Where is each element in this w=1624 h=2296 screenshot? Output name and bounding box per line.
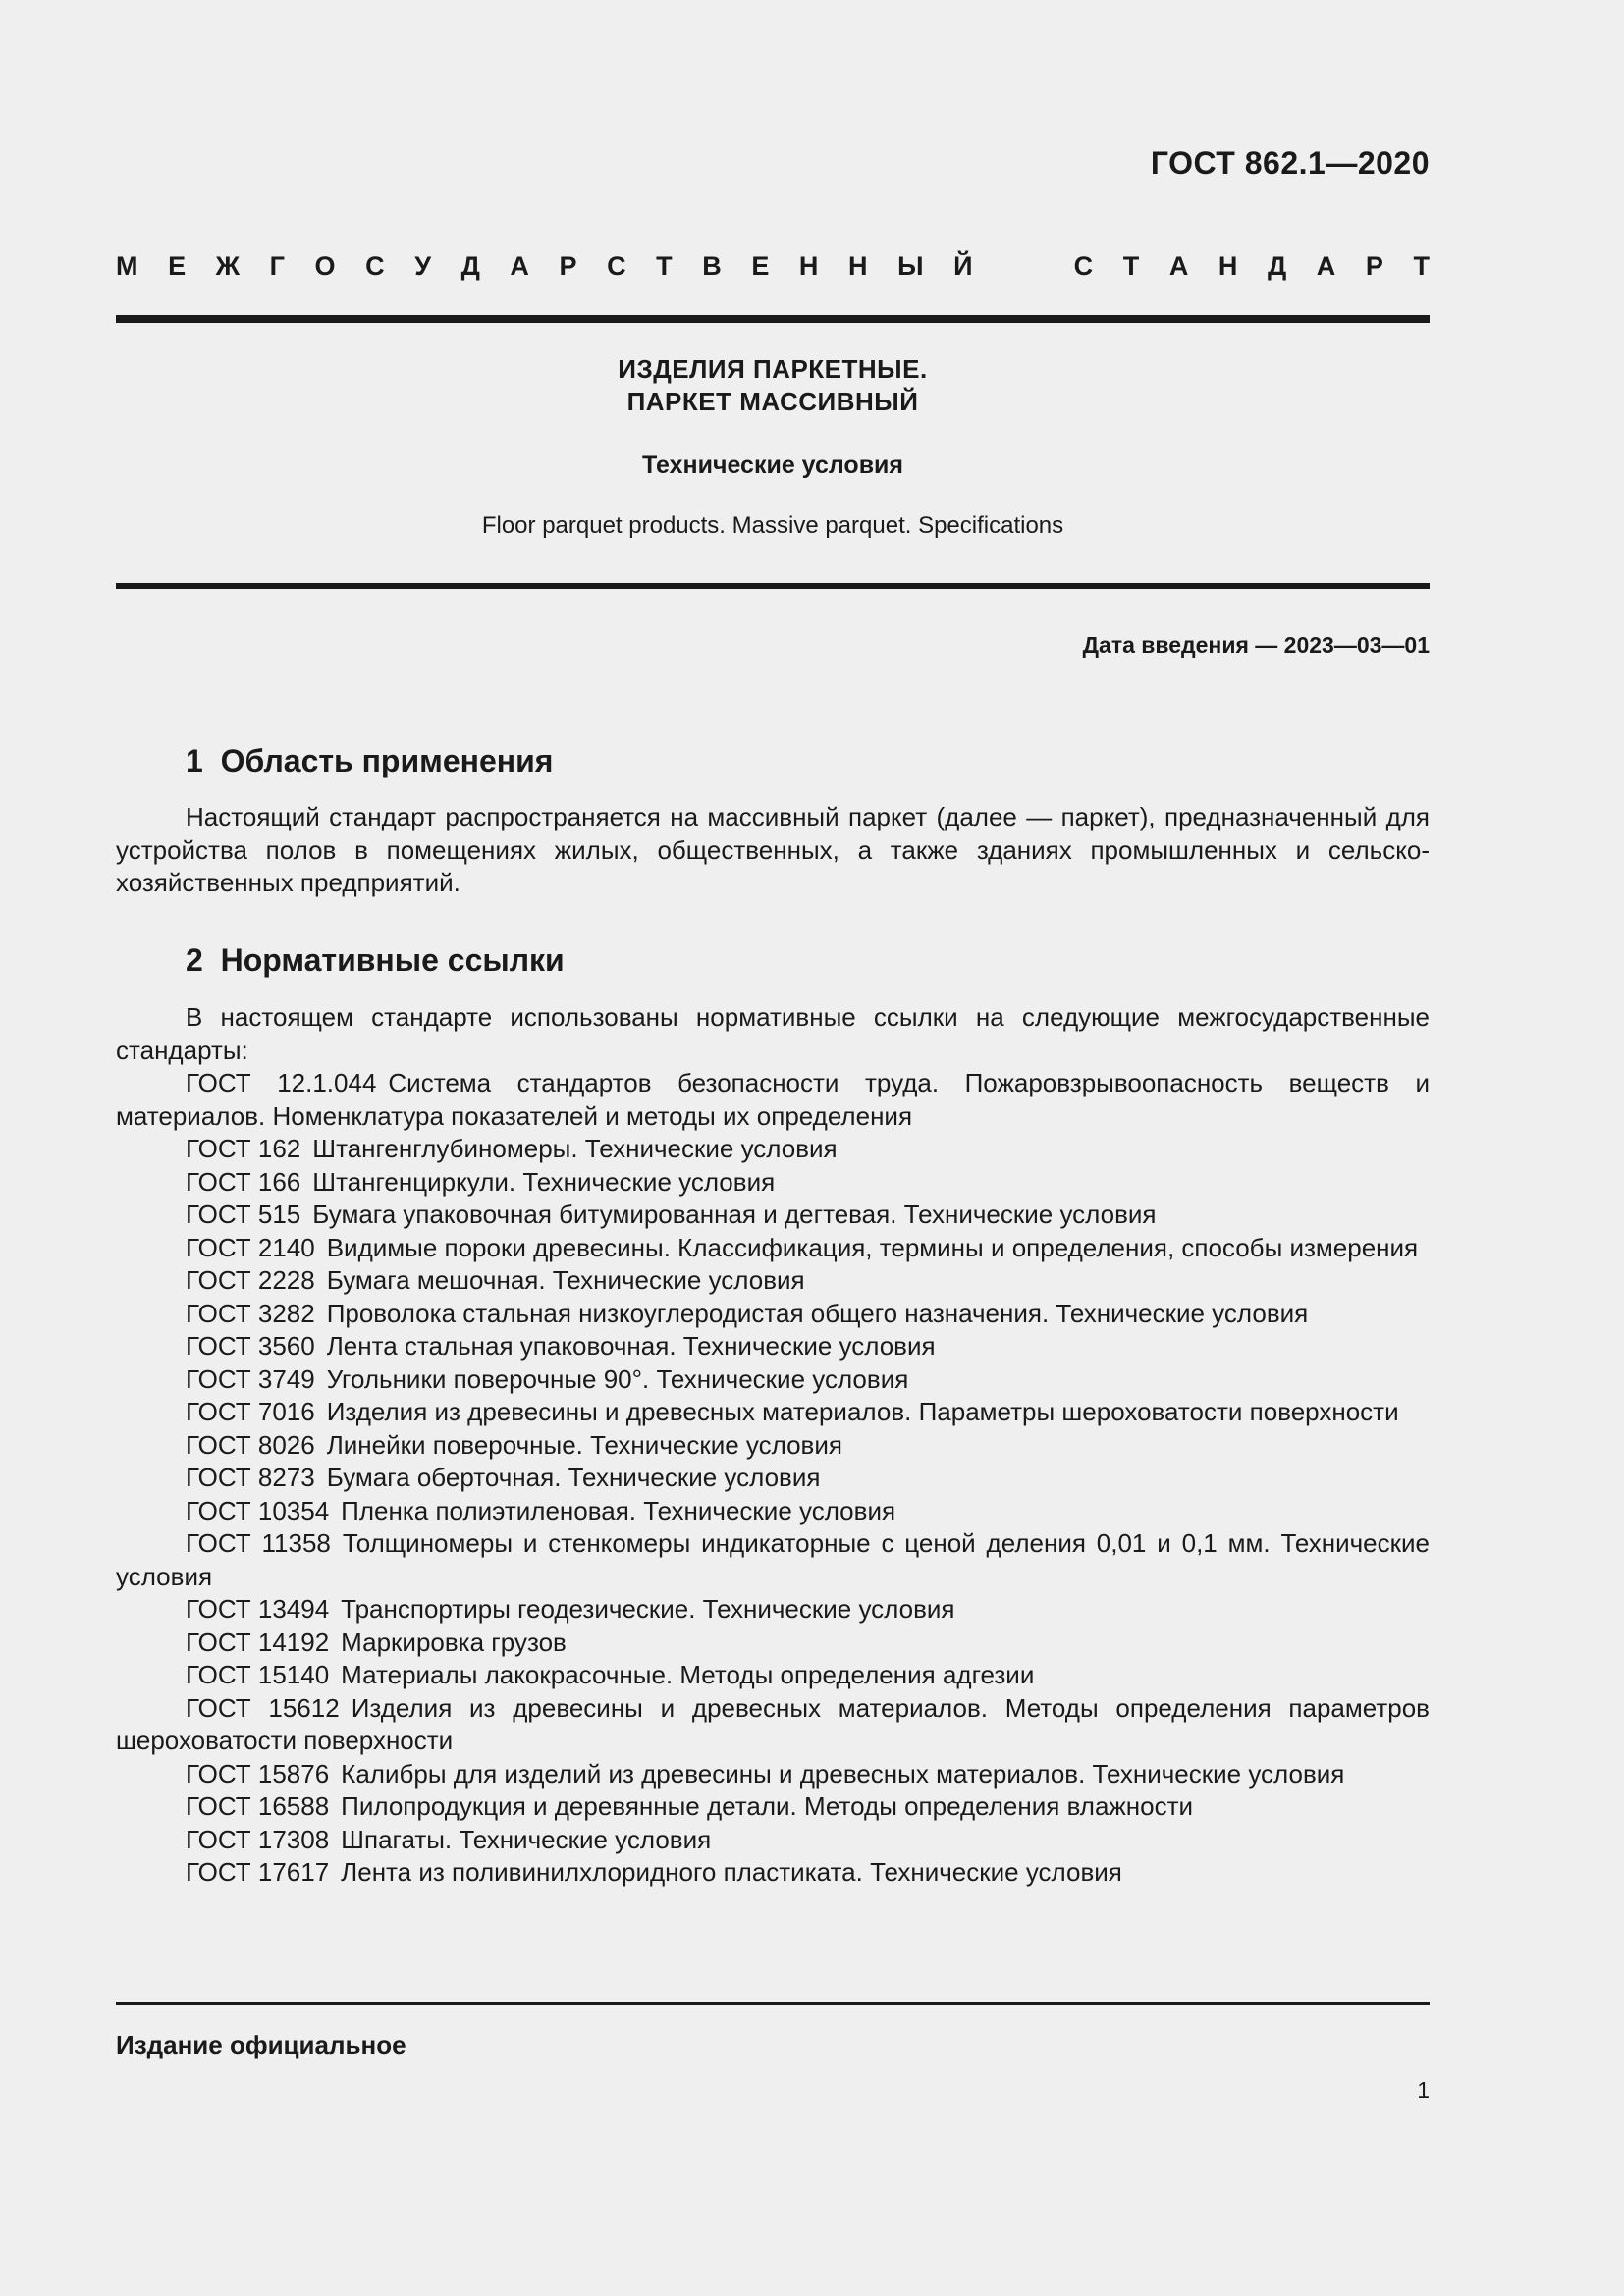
- reference-code: ГОСТ 7016: [186, 1397, 315, 1426]
- reference-item: [116, 1264, 1430, 1298]
- standard-type-letter: Д: [1267, 251, 1287, 281]
- reference-title: Пилопродукция и деревянные детали. Методы определения влажности: [341, 1791, 1194, 1821]
- standard-type-letter: В: [702, 251, 722, 281]
- standard-type-letter: Ж: [215, 251, 241, 281]
- reference-title: Лента из поливинилхлоридного пластиката. Технические условия: [341, 1857, 1122, 1887]
- reference-item: [116, 1199, 1430, 1232]
- reference-code: ГОСТ 3749: [186, 1363, 315, 1394]
- reference-item: [116, 1692, 1430, 1758]
- standard-type-letter: С: [607, 251, 626, 281]
- reference-code: ГОСТ 12.1.044: [186, 1068, 377, 1097]
- standard-type-letter: Ы: [897, 251, 924, 281]
- reference-code: ГОСТ 14192: [186, 1627, 330, 1657]
- reference-title: Изделия из древесины и древесных материалов. Методы определения параметров шероховатости поверхности: [116, 1692, 1430, 1755]
- reference-item: [116, 1790, 1430, 1824]
- reference-code: ГОСТ 515: [186, 1200, 301, 1229]
- standard-type-letter: Р: [559, 251, 577, 281]
- reference-code: ГОСТ 2228: [186, 1265, 315, 1295]
- standard-type-letter: С: [1073, 251, 1094, 281]
- standard-type-heading: [116, 251, 1430, 282]
- reference-item: [116, 1627, 1430, 1660]
- reference-title: Бумага оберточная. Технические условия: [326, 1463, 821, 1492]
- document-number: ГОСТ 862.1—2020: [1150, 145, 1430, 181]
- top-divider: [116, 315, 1430, 323]
- reference-code: ГОСТ 11358: [186, 1528, 331, 1558]
- standard-type-letter: О: [314, 251, 336, 281]
- standard-type-letter: Н: [798, 251, 819, 281]
- reference-title: Шпагаты. Технические условия: [341, 1824, 712, 1854]
- section-2-intro: [116, 1001, 1430, 1067]
- footer-divider: [116, 2002, 1430, 2005]
- reference-code: ГОСТ 8026: [186, 1429, 315, 1460]
- reference-item: [116, 1824, 1430, 1857]
- reference-code: ГОСТ 2140: [186, 1232, 315, 1262]
- reference-item: [116, 1166, 1430, 1200]
- reference-code: ГОСТ 8273: [186, 1463, 315, 1492]
- reference-item: [116, 1495, 1430, 1528]
- section-2-intro-content: В настоящем стандарте использованы нормативные ссылки на следующие межгосударственные стандарты:: [116, 1002, 1430, 1065]
- reference-title: Калибры для изделий из древесины и древесных материалов. Технические условия: [341, 1758, 1345, 1789]
- reference-title: Пленка полиэтиленовая. Технические условия: [341, 1495, 896, 1525]
- introduction-date: Дата введения — 2023—03—01: [1082, 632, 1430, 658]
- reference-item: [116, 1396, 1430, 1429]
- english-title: Floor parquet products. Massive parquet. Specifications: [481, 512, 1064, 539]
- reference-title: Лента стальная упаковочная. Технические условия: [326, 1331, 936, 1361]
- reference-item: [116, 1758, 1430, 1791]
- reference-item: [116, 1133, 1430, 1166]
- standard-type-letter: Е: [168, 251, 187, 281]
- reference-code: ГОСТ 17617: [186, 1857, 330, 1887]
- title-line-1: ИЗДЕЛИЯ ПАРКЕТНЫЕ.: [618, 354, 928, 384]
- official-edition-label: Издание официальное: [116, 2030, 406, 2059]
- standard-type-letter: Т: [1122, 251, 1140, 281]
- standard-type-letter: Д: [460, 251, 480, 281]
- standard-type-letter: Т: [1413, 251, 1430, 281]
- reference-title: Изделия из древесины и древесных материалов. Параметры шероховатости поверхности: [326, 1397, 1399, 1426]
- reference-code: ГОСТ 13494: [186, 1594, 330, 1624]
- reference-code: ГОСТ 15876: [186, 1758, 330, 1789]
- page-number: 1: [1417, 2077, 1430, 2103]
- reference-code: ГОСТ 15140: [186, 1660, 330, 1689]
- reference-item: [116, 1298, 1430, 1331]
- document-title: [116, 353, 1430, 418]
- reference-code: ГОСТ 3282: [186, 1298, 315, 1328]
- reference-code: ГОСТ 10354: [186, 1495, 330, 1525]
- reference-code: ГОСТ 162: [186, 1134, 301, 1163]
- title-divider: [116, 583, 1430, 589]
- reference-title: Бумага упаковочная битумированная и дегтевая. Технические условия: [312, 1200, 1157, 1229]
- reference-title: Видимые пороки древесины. Классификация, термины и определения, способы измерения: [326, 1232, 1419, 1262]
- reference-title: Угольники поверочные 90°. Технические условия: [326, 1363, 909, 1394]
- reference-title: Штангенциркули. Технические условия: [312, 1166, 776, 1197]
- reference-item: [116, 1462, 1430, 1495]
- section-2-heading: 2 Нормативные ссылки: [186, 942, 565, 978]
- reference-title: Линейки поверочные. Технические условия: [326, 1429, 842, 1460]
- standard-type-letter: М: [116, 251, 138, 281]
- standard-type-letter: Е: [751, 251, 770, 281]
- reference-title: Штангенглубиномеры. Технические условия: [312, 1134, 838, 1163]
- reference-item: [116, 1527, 1430, 1593]
- standard-type-letter: А: [510, 251, 529, 281]
- reference-title: Бумага мешочная. Технические условия: [326, 1265, 805, 1295]
- reference-item: [116, 1363, 1430, 1397]
- reference-title: Транспортиры геодезические. Технические условия: [341, 1594, 955, 1624]
- title-line-2: ПАРКЕТ МАССИВНЫЙ: [626, 387, 919, 416]
- standard-type-letter: А: [1316, 251, 1336, 281]
- document-subtitle: Технические условия: [641, 452, 904, 479]
- reference-title: Система стандартов безопасности труда. Пожаровзрывоопасность веществ и материалов. Номенклатура показателей и методы их определения: [116, 1068, 1430, 1131]
- standard-type-letter: Н: [1218, 251, 1238, 281]
- standard-type-letter: С: [365, 251, 385, 281]
- standard-type-letter: У: [414, 251, 432, 281]
- reference-item: [116, 1593, 1430, 1627]
- reference-code: ГОСТ 166: [186, 1166, 301, 1197]
- reference-code: ГОСТ 17308: [186, 1824, 330, 1854]
- reference-title: Толщиномеры и стенкомеры индикаторные с ценой деления 0,01 и 0,1 мм. Технические условия: [116, 1528, 1431, 1591]
- reference-code: ГОСТ 3560: [186, 1331, 315, 1361]
- standard-type-letter: Г: [269, 251, 285, 281]
- reference-item: [116, 1067, 1430, 1133]
- references-list: [116, 1067, 1430, 1890]
- reference-item: [116, 1232, 1430, 1265]
- section-1-text: [116, 801, 1430, 900]
- standard-type-letter: Р: [1365, 251, 1383, 281]
- reference-item: [116, 1330, 1430, 1363]
- reference-item: [116, 1856, 1430, 1890]
- reference-code: ГОСТ 15612: [186, 1692, 340, 1723]
- standard-type-letter: А: [1168, 251, 1189, 281]
- word-gap: [1002, 251, 1044, 282]
- standard-type-letter: Т: [656, 251, 673, 281]
- section-1-text-content: Настоящий стандарт распространяется на массивный паркет (далее — паркет), предназначенный для устройства полов в помещениях жилых, общественных, а также зданиях промышленных и сельско-хозяйственных предприятий.: [116, 802, 1430, 897]
- section-1-heading: 1 Область применения: [186, 743, 554, 778]
- reference-item: [116, 1429, 1430, 1463]
- reference-item: [116, 1659, 1430, 1692]
- reference-title: Маркировка грузов: [341, 1627, 567, 1657]
- reference-code: ГОСТ 16588: [186, 1791, 330, 1821]
- reference-title: Проволока стальная низкоуглеродистая общего назначения. Технические условия: [326, 1298, 1309, 1328]
- reference-title: Материалы лакокрасочные. Методы определения адгезии: [341, 1660, 1035, 1689]
- standard-type-letter: Й: [953, 251, 973, 281]
- standard-type-letter: Н: [848, 251, 868, 281]
